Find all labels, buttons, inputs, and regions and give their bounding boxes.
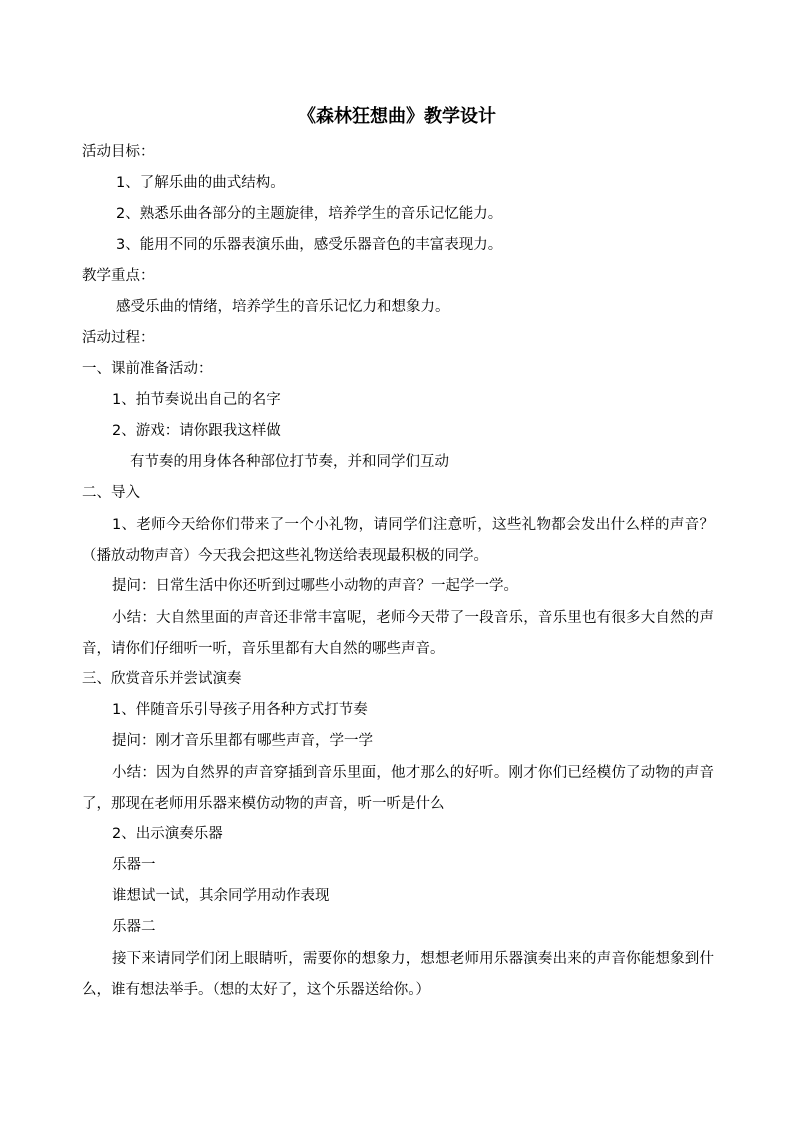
page-title: 《森林狂想曲》教学设计	[298, 106, 496, 127]
part1-heading: 一、课前准备活动：	[82, 361, 213, 377]
part2-heading: 二、导入	[82, 485, 140, 501]
focus-heading: 教学重点：	[82, 268, 155, 284]
part2-paragraph-1: 1、老师今天给你们带来了一个小礼物，请同学们注意听，这些礼物都会发出什么样的声音？（播放动物声音）今天我会把这些礼物送给表现最积极的同学。	[82, 517, 714, 564]
part2-question: 提问：日常生活中你还听到过哪些小动物的声音？一起学一学。	[112, 578, 518, 594]
goals-heading: 活动目标：	[82, 144, 155, 160]
process-heading: 活动过程：	[82, 330, 155, 346]
part3-heading: 三、欣赏音乐并尝试演奏	[82, 671, 242, 687]
part3-summary: 小结：因为自然界的声音穿插到音乐里面，他才那么的好听。刚才你们已经模仿了动物的声音了，那现在老师用乐器来模仿动物的声音，听一听是什么	[82, 765, 714, 812]
goal-item-1: 1、了解乐曲的曲式结构。	[116, 175, 285, 191]
part1-item-2-detail: 有节奏的用身体各种部位打节奏，并和同学们互动	[130, 454, 449, 470]
goal-item-2: 2、熟悉乐曲各部分的主题旋律，培养学生的音乐记忆能力。	[116, 206, 503, 222]
instrument-2-text: 接下来请同学们闭上眼睛听，需要你的想象力，想想老师用乐器演奏出来的声音你能想象到什么，谁有想法举手。（想的太好了，这个乐器送给你。）	[82, 951, 714, 998]
part3-item-1: 1、伴随音乐引导孩子用各种方式打节奏	[112, 702, 368, 718]
part3-question: 提问：刚才音乐里都有哪些声音，学一学	[112, 733, 373, 749]
part1-item-2: 2、游戏：请你跟我这样做	[112, 423, 281, 439]
instrument-1-text: 谁想试一试，其余同学用动作表现	[112, 888, 330, 904]
part2-summary: 小结：大自然里面的声音还非常丰富呢，老师今天带了一段音乐，音乐里也有很多大自然的声音，请你们仔细听一听，音乐里都有大自然的哪些声音。	[82, 610, 714, 657]
goal-item-3: 3、能用不同的乐器表演乐曲，感受乐器音色的丰富表现力。	[116, 237, 503, 253]
part3-item-2: 2、出示演奏乐器	[112, 826, 223, 842]
instrument-2-label: 乐器二	[112, 919, 156, 935]
instrument-1-label: 乐器一	[112, 857, 156, 873]
part1-item-1: 1、拍节奏说出自己的名字	[112, 392, 281, 408]
focus-text: 感受乐曲的情绪，培养学生的音乐记忆力和想象力。	[116, 299, 450, 315]
